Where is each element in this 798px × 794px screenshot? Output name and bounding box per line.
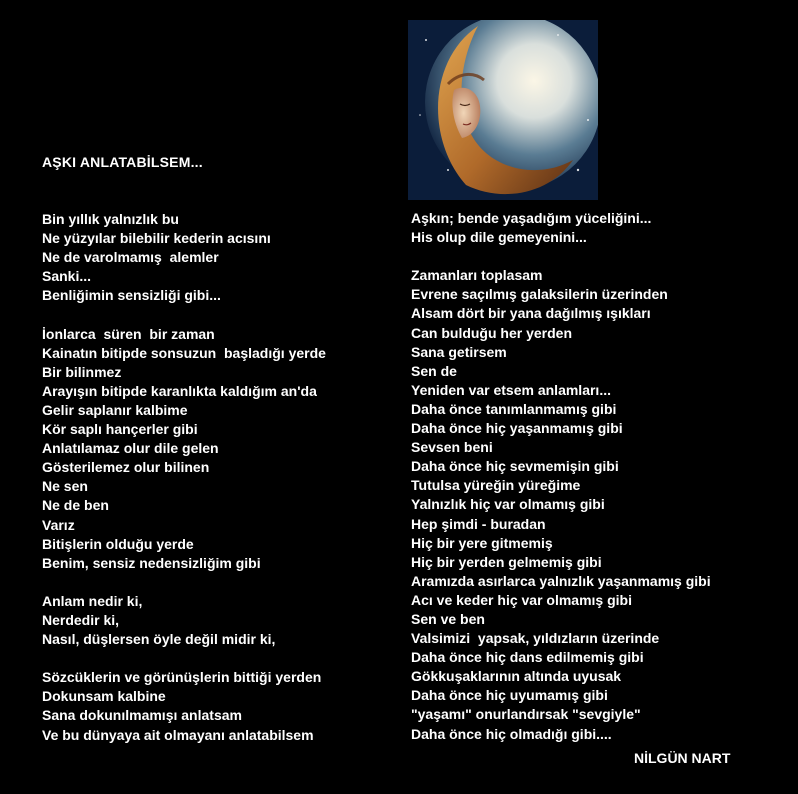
poem-line: Daha önce tanımlanmamış gibi bbox=[411, 400, 617, 417]
poem-line: Daha önce hiç sevmemişin gibi bbox=[411, 458, 619, 475]
stanza-break bbox=[42, 649, 326, 668]
poem-line: Daha önce hiç yaşanmamış gibi bbox=[411, 420, 623, 437]
poem-line: Hep şimdi - buradan bbox=[411, 515, 546, 532]
poem-line: Yalnızlık hiç var olmamış gibi bbox=[411, 496, 605, 513]
poem-line: Gösterilemez olur bilinen bbox=[42, 459, 210, 476]
poem-line: Zamanları toplasam bbox=[411, 267, 543, 284]
poem-line: Kainatın bitipde sonsuzun başladığı yerde bbox=[42, 344, 326, 361]
poem-left-column bbox=[42, 210, 326, 745]
poem-line: Acı ve keder hiç var olmamış gibi bbox=[411, 591, 632, 608]
poem-line: Daha önce hiç olmadığı gibi.... bbox=[411, 725, 612, 742]
poem-line: Ne sen bbox=[42, 478, 88, 495]
poem-line: Evrene saçılmış galaksilerin üzerinden bbox=[411, 286, 668, 303]
poem-line: Anlam nedir ki, bbox=[42, 592, 143, 609]
poem-right-column bbox=[411, 209, 711, 744]
poem-line: Gökkuşaklarının altında uyusak bbox=[411, 668, 622, 685]
poem-title: AŞKI ANLATABİLSEM... bbox=[42, 154, 203, 170]
poem-line: Sana dokunılmamışı anlatsam bbox=[42, 707, 242, 724]
poem-line: Sen de bbox=[411, 362, 457, 379]
poem-line: Anlatılamaz olur dile gelen bbox=[42, 440, 219, 457]
poem-line: Tutulsa yüreğin yüreğime bbox=[411, 477, 581, 494]
poem-line: Hiç bir yerden gelmemiş gibi bbox=[411, 553, 602, 570]
poem-line: Sanki... bbox=[42, 268, 92, 285]
poem-line: Sana getirsem bbox=[411, 343, 507, 360]
poem-line: Can bulduğu her yerden bbox=[411, 324, 573, 341]
poem-line: İonlarca süren bir zaman bbox=[42, 325, 215, 342]
poem-line: Aramızda asırlarca yalnızlık yaşanmamış gibi bbox=[411, 572, 711, 589]
poem-line: "yaşamı" onurlandırsak "sevgiyle" bbox=[411, 706, 641, 723]
stanza-break bbox=[411, 247, 711, 266]
poem-line: Gelir saplanır kalbime bbox=[42, 401, 188, 418]
poem-line: Yeniden var etsem anlamları... bbox=[411, 381, 611, 398]
poem-line: Dokunsam kalbine bbox=[42, 688, 166, 705]
stanza-break bbox=[42, 305, 326, 324]
poem-line: Ne de varolmamış alemler bbox=[42, 249, 219, 266]
poem-line: Hiç bir yere gitmemiş bbox=[411, 534, 553, 551]
poem-line: Kör saplı hançerler gibi bbox=[42, 421, 198, 438]
poem-line: Bin yıllık yalnızlık bu bbox=[42, 211, 179, 227]
poem-line: Daha önce hiç dans edilmemiş gibi bbox=[411, 649, 644, 666]
poem-line: Benim, sensiz nedensizliğim gibi bbox=[42, 554, 261, 571]
poem-line: Sen ve ben bbox=[411, 610, 485, 627]
poem-line: Ve bu dünyaya ait olmayanı anlatabilsem bbox=[42, 726, 314, 743]
poem-line: Benliğimin sensizliği gibi... bbox=[42, 287, 221, 304]
poem-line: Daha önce hiç uyumamış gibi bbox=[411, 687, 608, 704]
poem-line: Bitişlerin olduğu yerde bbox=[42, 535, 194, 552]
poem-line: Sözcüklerin ve görünüşlerin bittiği yerden bbox=[42, 669, 322, 686]
stanza-break bbox=[42, 573, 326, 592]
poem-line: Sevsen beni bbox=[411, 439, 493, 456]
poem-line: Nerdedir ki, bbox=[42, 611, 120, 628]
poem-line: Valsimizi yapsak, yıldızların üzerinde bbox=[411, 630, 660, 647]
poem-line: Varız bbox=[42, 516, 75, 533]
poem-line: Alsam dört bir yana dağılmış ışıkları bbox=[411, 305, 651, 322]
poem-line: Ne de ben bbox=[42, 497, 109, 514]
poem-line: Nasıl, düşlersen öyle değil midir ki, bbox=[42, 631, 276, 648]
poem-line: Arayışın bitipde karanlıkta kaldığım an'da bbox=[42, 382, 317, 399]
poem-line: His olup dile gemeyenini... bbox=[411, 229, 587, 246]
poem-line: Aşkın; bende yaşadığım yüceliğini... bbox=[411, 210, 652, 226]
poem-author: NİLGÜN NART bbox=[634, 750, 731, 766]
crescent-moon-face-icon bbox=[408, 20, 598, 200]
poem-line: Bir bilinmez bbox=[42, 363, 122, 380]
poem-line: Ne yüzyılar bilebilir kederin acısını bbox=[42, 230, 271, 247]
